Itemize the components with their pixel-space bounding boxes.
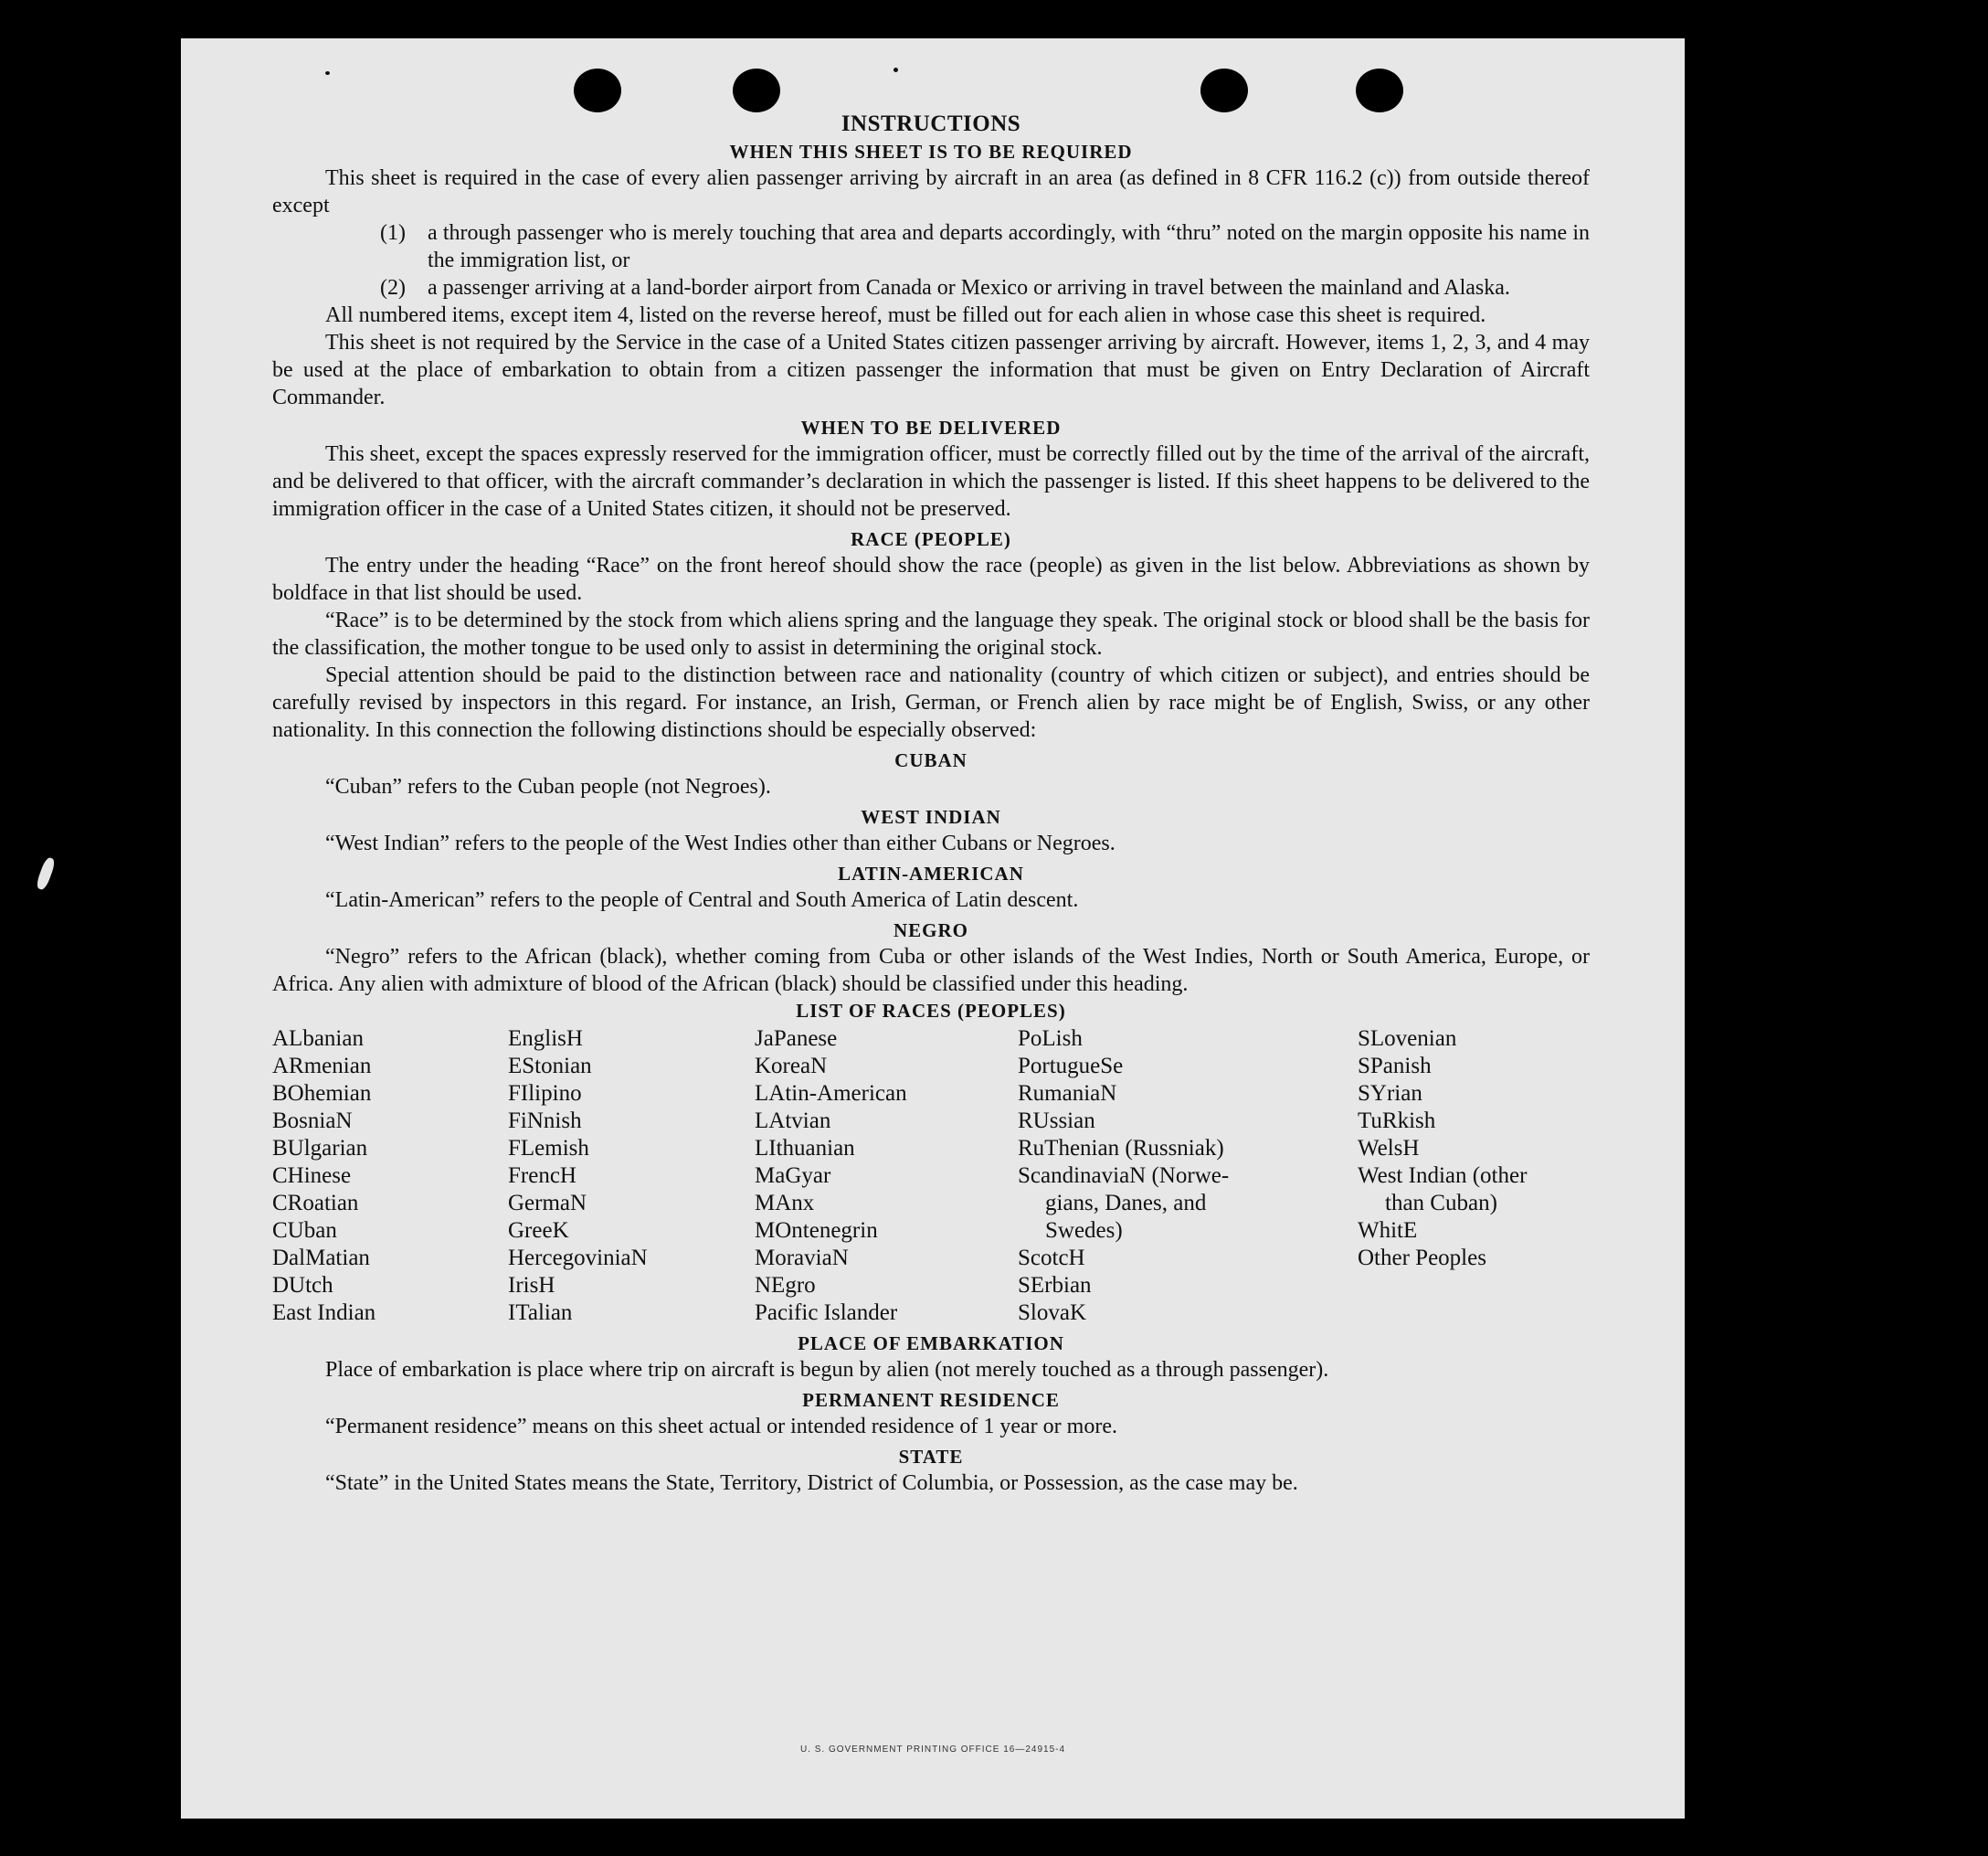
section-heading: LATIN-AMERICAN (838, 863, 1024, 885)
race-entry: JaPanese (755, 1026, 838, 1051)
race-entry: EnglisH (508, 1026, 583, 1051)
section-heading: WEST INDIAN (861, 806, 1001, 828)
race-entry: RuThenian (Russniak) (1018, 1136, 1224, 1161)
race-entry: BosniaN (272, 1108, 353, 1133)
race-entry: NEgro (755, 1273, 816, 1298)
paragraph: “Race” is to be determined by the stock from which aliens spring and the language they speak. The original stock or blood shall be the basis for the classification, the mother tongue to be used only to assist in determining the original stock. (272, 609, 1590, 660)
race-entry: LAtvian (755, 1108, 831, 1133)
speck (894, 68, 898, 72)
race-entry: KoreaN (755, 1054, 828, 1078)
race-column (755, 1025, 1018, 1327)
paragraph: This sheet is not required by the Service in the case of a United States citizen passenger arriving by aircraft. However, items 1, 2, 3, and 4 may be used at the place of embarkation to obtain from a citizen passenger the information that must be given on Entry Declaration of Aircraft Commander. (272, 331, 1590, 409)
race-entry: EStonian (508, 1054, 592, 1078)
race-entry: ITalian (508, 1300, 573, 1325)
race-entry: ARmenian (272, 1054, 372, 1078)
race-entry: PortugueSe (1018, 1054, 1124, 1078)
paragraph: The entry under the heading “Race” on the front hereof should show the race (people) as given in the list below. Abbreviations as shown by boldface in that list should be used. (272, 554, 1590, 605)
race-entry: ALbanian (272, 1026, 364, 1051)
race-entry: East Indian (272, 1300, 376, 1325)
race-entry: HercegoviniaN (508, 1246, 648, 1270)
paragraph: “West Indian” refers to the people of the West Indies other than either Cubans or Negroes. (325, 832, 1116, 855)
paragraph: “Cuban” refers to the Cuban people (not Negroes). (325, 775, 771, 799)
race-entry: SlovaK (1018, 1300, 1086, 1325)
race-entry: ScandinaviaN (Norwe- (1018, 1163, 1230, 1188)
race-entry: RumaniaN (1018, 1081, 1117, 1106)
race-entry: CRoatian (272, 1191, 359, 1215)
printer-imprint: U. S. GOVERNMENT PRINTING OFFICE 16—24915-4 (799, 1745, 1066, 1755)
race-entry: DUtch (272, 1273, 333, 1298)
paragraph: This sheet is required in the case of every alien passenger arriving by aircraft in an area (as defined in 8 CFR 116.2 (c)) from outside thereof except (272, 166, 1590, 217)
section-heading: PLACE OF EMBARKATION (798, 1332, 1064, 1354)
race-entry: SPanish (1358, 1054, 1432, 1078)
paragraph: Place of embarkation is place where trip on aircraft is begun by alien (not merely touched as a through passenger). (325, 1358, 1329, 1382)
punch-hole (574, 69, 621, 112)
race-entry: GreeK (508, 1218, 569, 1243)
race-column (1358, 1025, 1590, 1327)
race-entry: BOhemian (272, 1081, 372, 1106)
race-entry: MAnx (755, 1191, 815, 1215)
race-entry: ScotcH (1018, 1246, 1085, 1270)
race-entry: FrencH (508, 1163, 576, 1188)
race-entry: SLovenian (1358, 1026, 1457, 1051)
paragraph: Special attention should be paid to the distinction between race and nationality (country of which citizen or subject), and entries should be carefully revised by inspectors in this regard. For instance, an Irish, German, or French alien by race might be of English, Swiss, or any other nationality. In this connection the following distinctions should be especially observed: (272, 663, 1590, 742)
race-entry: GermaN (508, 1191, 587, 1215)
section-heading: WHEN TO BE DELIVERED (800, 417, 1062, 439)
race-entry: DalMatian (272, 1246, 370, 1270)
paragraph: “Latin-American” refers to the people of Central and South America of Latin descent. (325, 888, 1079, 912)
race-list (272, 1025, 1590, 1327)
item-text: a through passenger who is merely touching that area and departs accordingly, with “thru” noted on the margin opposite his name in the immigration list, or (428, 221, 1590, 272)
speck (325, 71, 330, 75)
page-title: INSTRUCTIONS (841, 111, 1021, 136)
race-entry: IrisH (508, 1273, 555, 1298)
race-entry: WelsH (1358, 1136, 1420, 1161)
race-column (1018, 1025, 1358, 1327)
list-item (380, 274, 1590, 302)
race-entry: than Cuban) (1385, 1191, 1497, 1215)
race-entry: FiNnish (508, 1108, 582, 1133)
race-entry: SYrian (1358, 1081, 1422, 1106)
section-heading: WHEN THIS SHEET IS TO BE REQUIRED (729, 141, 1133, 163)
race-entry: LIthuanian (755, 1136, 855, 1161)
race-entry: gians, Danes, and (1045, 1191, 1207, 1215)
race-entry: MoraviaN (755, 1246, 849, 1270)
paragraph: “State” in the United States means the State, Territory, District of Columbia, or Possession, as the case may be. (325, 1471, 1298, 1495)
scan-artifact (35, 856, 57, 891)
section-heading: NEGRO (893, 919, 968, 941)
race-entry: BUlgarian (272, 1136, 368, 1161)
race-entry: RUssian (1018, 1108, 1095, 1133)
race-entry: Other Peoples (1358, 1246, 1486, 1270)
race-entry: FIlipino (508, 1081, 582, 1106)
punch-hole (1356, 69, 1403, 112)
race-column (508, 1025, 755, 1327)
section-heading: PERMANENT RESIDENCE (802, 1389, 1060, 1411)
race-entry: WhitE (1358, 1218, 1418, 1243)
punch-hole (1200, 69, 1248, 112)
race-entry: LAtin-American (755, 1081, 907, 1106)
paragraph: This sheet, except the spaces expressly reserved for the immigration officer, must be correctly filled out by the time of the arrival of the aircraft, and be delivered to that officer, with the aircraft commander’s declaration in which the passenger is listed. If this sheet happens to be delivered to the immigration officer in the case of a United States citizen, it should not be preserved. (272, 442, 1590, 521)
paragraph: “Permanent residence” means on this sheet actual or intended residence of 1 year or more. (325, 1415, 1117, 1438)
race-entry: SErbian (1018, 1273, 1092, 1298)
section-heading: RACE (PEOPLE) (851, 528, 1011, 550)
paragraph: “Negro” refers to the African (black), whether coming from Cuba or other islands of the West Indies, North or South America, Europe, or Africa. Any alien with admixture of blood of the African (black) should be classified under this heading. (272, 945, 1590, 996)
punch-hole (733, 69, 780, 112)
race-entry: West Indian (other (1358, 1163, 1528, 1188)
section-heading: CUBAN (894, 749, 968, 771)
race-entry: MOntenegrin (755, 1218, 878, 1243)
item-number: (2) (380, 276, 406, 300)
race-entry: TuRkish (1358, 1108, 1436, 1133)
race-column (272, 1025, 508, 1327)
race-entry: CHinese (272, 1163, 352, 1188)
race-entry: PoLish (1018, 1026, 1083, 1051)
item-text: a passenger arriving at a land-border airport from Canada or Mexico or arriving in travel between the mainland and Alaska. (428, 276, 1510, 300)
paragraph: All numbered items, except item 4, listed on the reverse hereof, must be filled out for each alien in whose case this sheet is required. (325, 303, 1486, 327)
race-entry: Pacific Islander (755, 1300, 898, 1325)
race-entry: FLemish (508, 1136, 589, 1161)
race-entry: Swedes) (1045, 1218, 1123, 1243)
instructions-body (272, 110, 1590, 1497)
document-page (181, 38, 1685, 1819)
section-heading: LIST OF RACES (PEOPLES) (796, 1000, 1066, 1022)
section-heading: STATE (898, 1446, 964, 1468)
race-entry: MaGyar (755, 1163, 831, 1188)
race-entry: CUban (272, 1218, 337, 1243)
list-item (380, 219, 1590, 274)
item-number: (1) (380, 221, 406, 245)
